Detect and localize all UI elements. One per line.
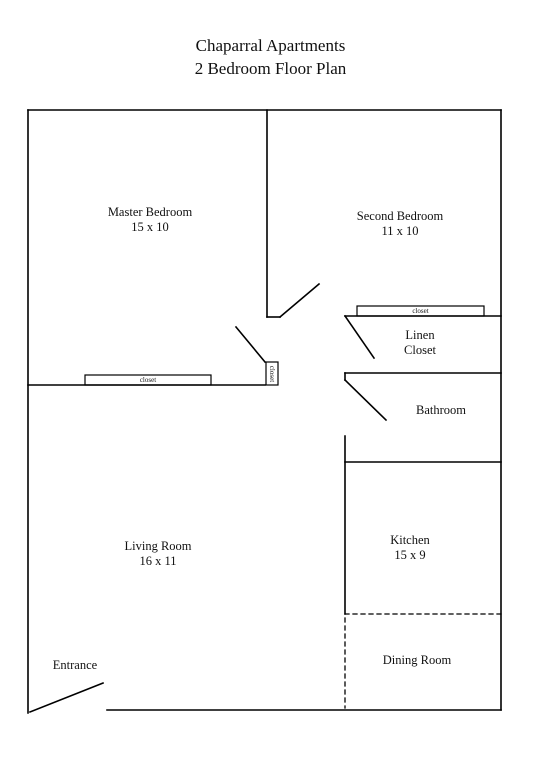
kitchen-name: Kitchen bbox=[390, 533, 430, 547]
kitchen-label bbox=[360, 533, 460, 563]
living-room-size: 16 x 11 bbox=[139, 554, 177, 568]
entrance-name: Entrance bbox=[52, 658, 98, 672]
linen-closet-line1: Linen bbox=[405, 328, 435, 342]
dining-room-label bbox=[367, 653, 467, 668]
linen-closet-door bbox=[345, 316, 374, 358]
master-bedroom-label bbox=[80, 205, 220, 235]
second-bedroom-name: Second Bedroom bbox=[356, 209, 444, 223]
master-bedroom-name: Master Bedroom bbox=[107, 205, 193, 219]
living-room-label bbox=[88, 539, 228, 569]
entrance-label bbox=[45, 658, 105, 673]
master-closet-label: closet bbox=[139, 376, 157, 384]
second-bedroom-door bbox=[280, 284, 319, 317]
linen-closet-label bbox=[380, 328, 460, 358]
master-bedroom-size: 15 x 10 bbox=[131, 220, 169, 234]
second-bedroom-label bbox=[330, 209, 470, 239]
bathroom-name: Bathroom bbox=[416, 403, 466, 417]
kitchen-size: 15 x 9 bbox=[394, 548, 426, 562]
dining-room-name: Dining Room bbox=[382, 653, 452, 667]
living-room-name: Living Room bbox=[124, 539, 192, 553]
master-bedroom-door bbox=[236, 327, 265, 362]
second-closet-label: closet bbox=[412, 307, 429, 315]
plan-subtitle: 2 Bedroom Floor Plan bbox=[194, 59, 347, 78]
plan-title: Chaparral Apartments bbox=[195, 36, 346, 55]
bathroom-label bbox=[401, 403, 481, 418]
second-bedroom-size: 11 x 10 bbox=[381, 224, 419, 238]
entrance-door bbox=[30, 683, 103, 712]
bathroom-door bbox=[345, 380, 386, 420]
hall-closet-label: closet bbox=[268, 365, 276, 383]
linen-closet-line2: Closet bbox=[404, 343, 436, 357]
